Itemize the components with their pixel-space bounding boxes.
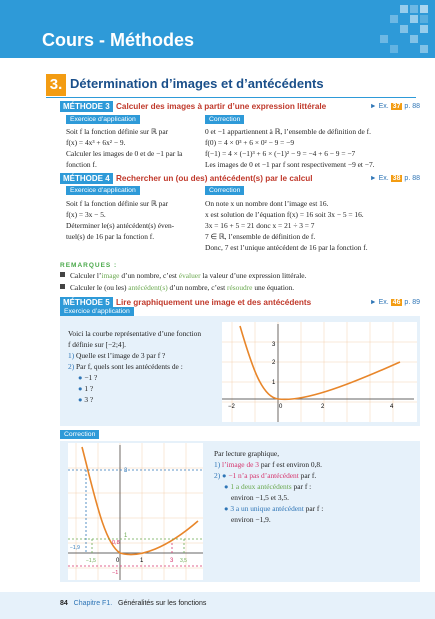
correction-tag: Correction xyxy=(60,430,99,439)
graph-label: 0,8 xyxy=(112,540,120,546)
method-title: Rechercher un (ou des) antécédent(s) par le calcul xyxy=(116,174,313,183)
method-3-bar xyxy=(60,101,420,112)
method-title: Lire graphiquement une image et des antécédents xyxy=(116,298,312,307)
chapter-label: Chapitre F1. xyxy=(73,600,113,607)
y-tick-label: 2 xyxy=(272,360,276,366)
correction-tag: Correction xyxy=(205,115,244,124)
graph-label: 1 xyxy=(124,533,128,539)
section-number: 3. xyxy=(46,74,66,96)
graph-label: −1 xyxy=(112,570,119,576)
x-tick-label: 2 xyxy=(321,404,325,410)
method-3-correction: 0 et −1 appartiennent à ℝ, l’ensemble de définition de f. f(0) = 4 × 0³ + 6 × 0² − 9 = −9 f(−1) = 4 × (−1)³ + 6 × (−1)² − 9 = −4 + 6 − 9 = −7 Les images de 0 et −1 par f sont respectivement −9 et −7. xyxy=(205,127,375,169)
footer xyxy=(60,600,206,607)
page-number: 84 xyxy=(60,600,68,607)
correction-graph xyxy=(68,443,203,580)
exercise-reference[interactable]: ► Ex. 37 p. 88 xyxy=(369,103,420,110)
exercise-graph xyxy=(222,322,417,422)
method-label: MÉTHODE 3 xyxy=(60,101,113,112)
method-label: MÉTHODE 4 xyxy=(60,173,113,184)
graph-label: 3,5 xyxy=(180,558,187,564)
correction-tag: Correction xyxy=(205,186,244,195)
page-header-title: Cours - Méthodes xyxy=(42,30,195,50)
chapter-title: Généralités sur les fonctions xyxy=(118,600,207,607)
graph-label: −1,5 xyxy=(86,558,96,564)
x-tick-label: 0 xyxy=(279,404,283,410)
section-divider xyxy=(46,97,416,98)
method-4-exercise: Soit f la fonction définie sur ℝ par f(x) = 3x − 5. Déterminer le(s) antécédent(s) éven- tuel(s) de 16 par la fonction f. xyxy=(66,199,175,241)
remark-2: Calculer le (ou les) antécédent(s) d’un nombre, c’est résoudre une équation. xyxy=(60,282,294,293)
y-tick-label: 1 xyxy=(272,380,276,386)
graph-label: −1,9 xyxy=(70,545,80,551)
method-4-correction: On note x un nombre dont l’image est 16. x est solution de l’équation f(x) = 16 soit 3x − 5 = 16. 3x = 16 + 5 = 21 donc x = 21 ÷ 3 = 7 7 ∈ ℝ, l’ensemble de définition de f. Donc, 7 est l’unique antécédent de 16 par la fonction f. xyxy=(205,199,368,252)
method-4-bar xyxy=(60,173,420,184)
x-tick-label: 4 xyxy=(390,404,394,410)
method-3-exercise: Soit f la fonction définie sur ℝ par f(x) = 4x³ + 6x² − 9. Calculer les images de 0 et de −1 par la fonction f. xyxy=(66,127,183,169)
method-label: MÉTHODE 5 xyxy=(60,297,113,308)
x-tick-label: −2 xyxy=(228,404,235,410)
header-decoration xyxy=(330,0,435,58)
method-5-correction: Par lecture graphique, 1) l’image de 3 par f est environ 0,8. 2) ● −1 n’a pas d’antécédent par f. ● 1 a deux antécédents par f : environ −1,5 et 3,5. ● 3 a un unique antécédent par f : environ −1,9. xyxy=(214,449,324,524)
method-title: Calculer des images à partir d’une expression littérale xyxy=(116,102,327,111)
exercise-reference[interactable]: ► Ex. 46 p. 89 xyxy=(369,299,420,306)
exercise-tag: Exercice d’application xyxy=(66,186,140,195)
section-title: Détermination d’images et d’antécédents xyxy=(70,76,324,91)
exercise-reference[interactable]: ► Ex. 38 p. 88 xyxy=(369,175,420,182)
method-5-exercise: Voici la courbe représentative d’une fonction f définie sur [−2;4]. 1) Quelle est l’image de 3 par f ? 2) Par f, quels sont les antécédents de : ● −1 ? ● 1 ? ● 3 ? xyxy=(68,329,202,404)
exercise-tag: Exercice d’application xyxy=(60,307,134,316)
remarks-heading: REMARQUES : xyxy=(60,262,118,269)
exercise-tag: Exercice d’application xyxy=(66,115,140,124)
graph-label: 0 xyxy=(116,558,120,564)
remark-1: Calculer l’image d’un nombre, c’est évaluer la valeur d’une expression littérale. xyxy=(60,270,306,281)
y-tick-label: 3 xyxy=(272,342,276,348)
graph-label: 1 xyxy=(140,558,144,564)
graph-label: 3 xyxy=(170,558,174,564)
graph-label: 3 xyxy=(124,468,128,474)
